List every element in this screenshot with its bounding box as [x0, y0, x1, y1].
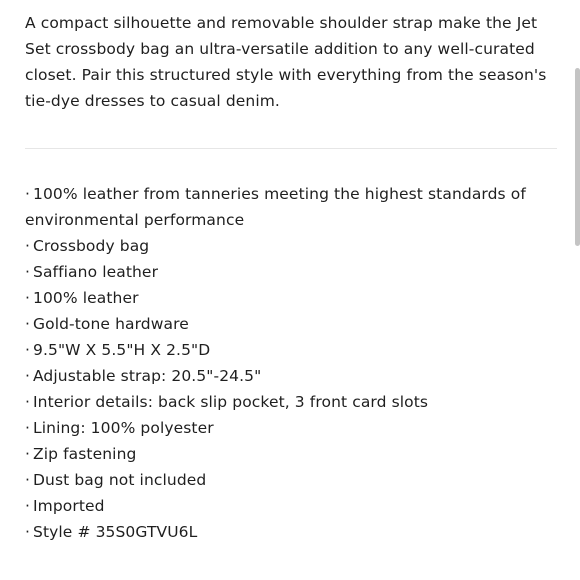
bullet-icon: · — [25, 471, 31, 489]
detail-item — [25, 415, 560, 441]
bullet-icon: · — [25, 315, 31, 333]
detail-text: Adjustable strap: 20.5"-24.5" — [33, 367, 262, 385]
detail-text: 9.5"W X 5.5"H X 2.5"D — [33, 341, 211, 359]
detail-item — [25, 389, 560, 415]
detail-text: 100% leather — [33, 289, 139, 307]
bullet-icon: · — [25, 237, 31, 255]
detail-text: Lining: 100% polyester — [33, 419, 214, 437]
detail-item — [25, 311, 560, 337]
product-detail-list — [25, 181, 560, 545]
detail-item — [25, 467, 560, 493]
bullet-icon: · — [25, 289, 31, 307]
bullet-icon: · — [25, 263, 31, 281]
detail-item — [25, 441, 560, 467]
detail-item — [25, 259, 560, 285]
bullet-icon: · — [25, 367, 31, 385]
detail-text: Interior details: back slip pocket, 3 front card slots — [33, 393, 429, 411]
bullet-icon: · — [25, 523, 31, 541]
detail-text: Dust bag not included — [33, 471, 207, 489]
bullet-icon: · — [25, 185, 31, 203]
bullet-icon: · — [25, 419, 31, 437]
section-divider — [25, 148, 557, 149]
detail-text: Saffiano leather — [33, 263, 159, 281]
scrollbar-thumb[interactable] — [575, 68, 580, 246]
bullet-icon: · — [25, 341, 31, 359]
product-description: A compact silhouette and removable shoulder strap make the Jet Set crossbody bag an ultra-versatile addition to any well-curated closet. Pair this structured style with everything from the season's tie-dye dresses to casual denim. — [25, 14, 547, 110]
bullet-icon: · — [25, 497, 31, 515]
detail-item — [25, 337, 560, 363]
detail-text: Style # 35S0GTVU6L — [33, 523, 198, 541]
detail-text: Gold-tone hardware — [33, 315, 189, 333]
detail-text: Zip fastening — [33, 445, 137, 463]
detail-item — [25, 363, 560, 389]
detail-item — [25, 493, 560, 519]
detail-text: 100% leather from tanneries meeting the highest standards of environmental performance — [25, 185, 526, 229]
detail-item — [25, 285, 560, 311]
detail-text: Crossbody bag — [33, 237, 150, 255]
product-details — [25, 10, 560, 545]
detail-item — [25, 519, 560, 545]
detail-item — [25, 181, 560, 233]
bullet-icon: · — [25, 393, 31, 411]
detail-item — [25, 233, 560, 259]
scrollbar[interactable] — [574, 0, 580, 580]
bullet-icon: · — [25, 445, 31, 463]
detail-text: Imported — [33, 497, 105, 515]
